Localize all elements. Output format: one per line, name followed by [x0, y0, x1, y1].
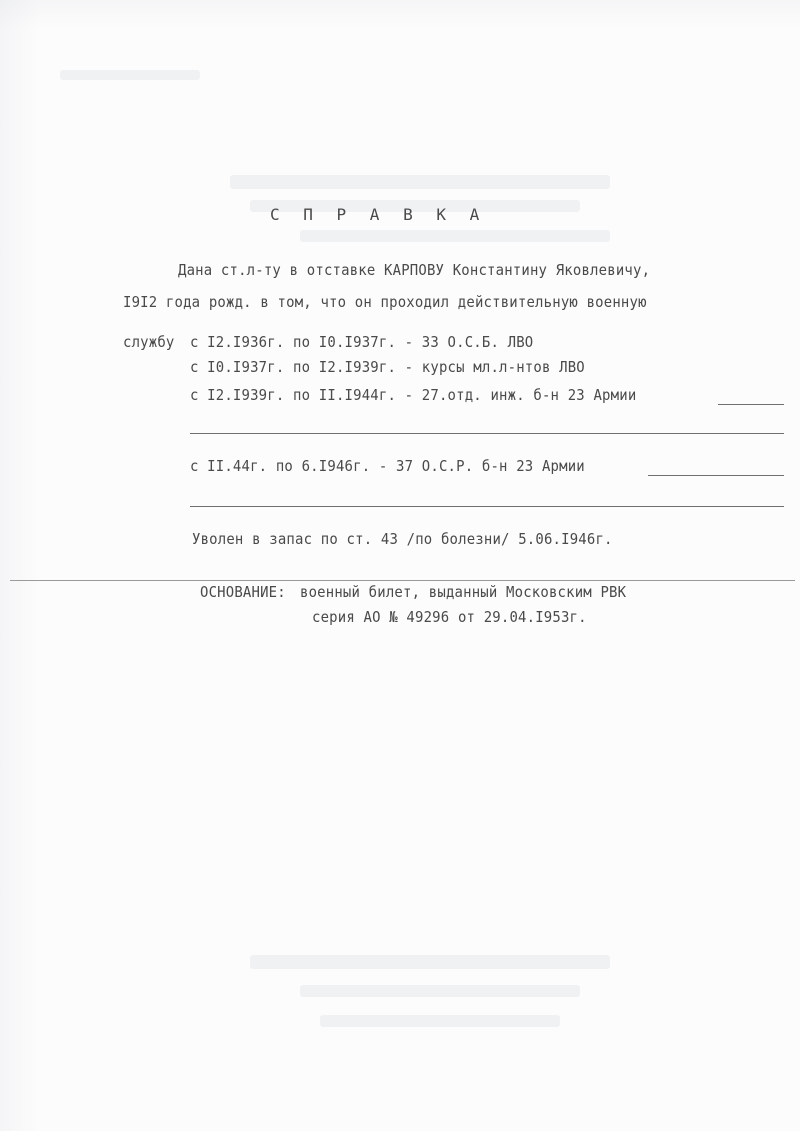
basis-label: ОСНОВАНИЕ:	[200, 583, 286, 601]
scan-artifact	[300, 230, 610, 242]
discharge-line: Уволен в запас по ст. 43 /по болезни/ 5.06.I946г.	[192, 530, 613, 548]
service-period-4: с II.44г. по 6.I946г. - 37 О.С.Р. б-н 23 Армии	[190, 457, 585, 475]
service-period-1: с I2.I936г. по I0.I937г. - 33 О.С.Б. ЛВО	[190, 333, 534, 351]
scan-artifact	[60, 70, 200, 80]
service-period-3: с I2.I939г. по II.I944г. - 27.отд. инж. б-н 23 Армии	[190, 386, 637, 404]
scan-artifact	[320, 1015, 560, 1027]
service-period-2: с I0.I937г. по I2.I939г. - курсы мл.л-нтов ЛВО	[190, 358, 585, 376]
intro-line-2: I9I2 года рожд. в том, что он проходил действительную военную	[123, 293, 647, 311]
scan-artifact	[230, 175, 610, 189]
intro-line-1: Дана ст.л-ту в отставке КАРПОВУ Константину Яковлевичу,	[178, 261, 651, 279]
fold-line	[10, 580, 795, 581]
basis-series-line: серия АО № 49296 от 29.04.I953г.	[312, 608, 587, 626]
blank-rule	[648, 475, 784, 476]
blank-rule	[190, 506, 784, 507]
blank-rule	[190, 433, 784, 434]
scan-artifact	[300, 985, 580, 997]
basis-text: военный билет, выданный Московским РВК	[300, 583, 627, 601]
document-title: С П Р А В К А	[270, 205, 487, 224]
service-label: службу	[123, 333, 175, 351]
blank-rule	[718, 404, 784, 405]
scan-artifact	[250, 955, 610, 969]
